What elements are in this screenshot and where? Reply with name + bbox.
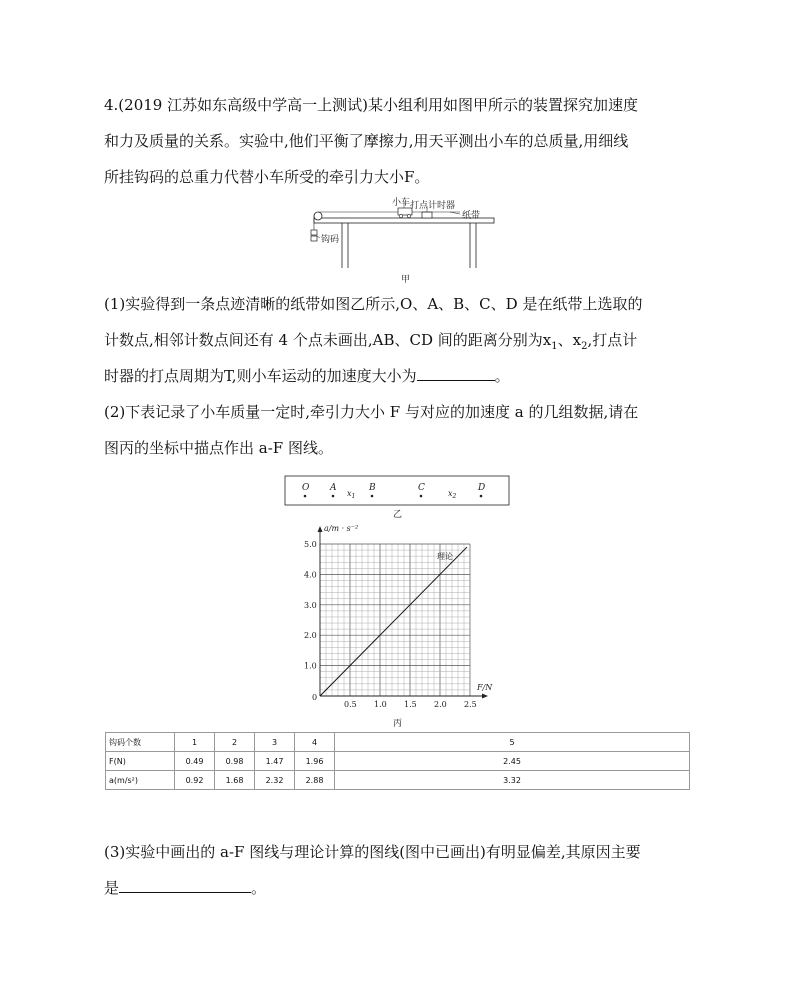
tape-dot-b	[371, 495, 374, 498]
series-annotation-theory: 理论	[437, 552, 453, 562]
figure-bing-chart	[290, 522, 500, 732]
table-row	[106, 733, 690, 752]
cart-wheel	[407, 214, 410, 217]
tape-strip	[285, 476, 509, 505]
x-tick-label: 1.0	[374, 700, 387, 709]
tape-dot-a	[332, 495, 335, 498]
table-row	[106, 752, 690, 771]
x-tick-label: 2.5	[464, 700, 477, 709]
label-car: 小车	[392, 198, 411, 208]
x-tick-label: 1.5	[404, 700, 417, 709]
caption-jia: 甲	[401, 275, 411, 285]
table-cell: 2.88	[295, 771, 335, 790]
table-cell: 4	[295, 733, 335, 752]
tape-dot-c	[420, 495, 423, 498]
x-axis-arrow	[482, 694, 488, 699]
table-row-header: a(m/s²)	[106, 771, 175, 790]
tape-label-x2: $x_2$	[448, 489, 457, 500]
caption-bing: 丙	[393, 719, 403, 729]
label-tape: 纸带	[462, 211, 481, 221]
table-cell: 1.68	[215, 771, 255, 790]
table-row-header: 钩码个数	[106, 733, 175, 752]
x-tick-label: 2.0	[434, 700, 447, 709]
table-cell: 2.32	[255, 771, 295, 790]
part1-line-3: 时器的打点周期为T,则小车运动的加速度大小为 。	[104, 367, 510, 385]
answer-blank-1[interactable]	[417, 366, 495, 381]
series-line-theory	[320, 547, 467, 696]
y-tick-label: 3.0	[304, 600, 317, 610]
tape-label-x1: $x_1$	[347, 489, 356, 500]
table-row-header: F(N)	[106, 752, 175, 771]
part2-line-1: (2)下表记录了小车质量一定时,牵引力大小 F 与对应的加速度 a 的几组数据,请在	[104, 403, 639, 421]
y-tick-label: 1.0	[304, 661, 317, 671]
table-cell: 3.32	[335, 771, 690, 790]
table-cell: 0.98	[215, 752, 255, 771]
figure-yi-tape	[283, 474, 513, 520]
hanging-weight	[311, 236, 317, 241]
label-timer: 打点计时器	[410, 201, 456, 211]
table-row	[106, 771, 690, 790]
figure-jia-apparatus	[300, 196, 510, 286]
tape-dot-d	[480, 495, 483, 498]
table-cell: 5	[335, 733, 690, 752]
table-cell: 0.49	[175, 752, 215, 771]
x-tick-label: 0.5	[344, 700, 357, 709]
table-cell: 3	[255, 733, 295, 752]
pulley	[314, 212, 322, 220]
tape-label-a: A	[330, 483, 337, 493]
data-table	[105, 732, 690, 790]
label-weight: 钩码	[321, 235, 340, 245]
tape-dot-o	[304, 495, 307, 498]
tape-label-o: O	[302, 483, 310, 493]
table-cell: 2	[215, 733, 255, 752]
timer	[422, 212, 432, 218]
question-line-2: 和力及质量的关系。实验中,他们平衡了摩擦力,用天平测出小车的总质量,用细线	[104, 132, 629, 150]
y-axis-label: a/m · s⁻²	[324, 524, 359, 533]
answer-blank-2[interactable]	[119, 878, 251, 893]
part3-line-2: 是 。	[104, 879, 267, 897]
table-cell: 2.45	[335, 752, 690, 771]
caption-yi: 乙	[393, 510, 403, 520]
tape-label-d: D	[478, 483, 486, 493]
y-tick-label: 5.0	[304, 540, 317, 549]
part1-line-1: (1)实验得到一条点迹清晰的纸带如图乙所示,O、A、B、C、D 是在纸带上选取的	[104, 295, 643, 313]
table-cell: 0.92	[175, 771, 215, 790]
y-axis-arrow	[318, 526, 323, 532]
origin-label: 0	[312, 693, 318, 702]
tape-label-b: B	[369, 483, 376, 493]
y-tick-label: 4.0	[304, 570, 317, 580]
cart-wheel	[399, 214, 402, 217]
hanging-weight	[311, 230, 317, 235]
table-cell: 1.47	[255, 752, 295, 771]
tape-label-c: C	[418, 483, 425, 493]
question-line-3: 所挂钩码的总重力代替小车所受的牵引力大小F。	[104, 168, 430, 186]
question-line-1: 4.(2019 江苏如东高级中学高一上测试)某小组利用如图甲所示的装置探究加速度	[104, 96, 638, 114]
part2-line-2: 图丙的坐标中描点作出 a-F 图线。	[104, 439, 333, 457]
x-axis-label: F/N	[477, 683, 493, 692]
y-tick-label: 2.0	[304, 631, 317, 641]
part3-line-1: (3)实验中画出的 a-F 图线与理论计算的图线(图中已画出)有明显偏差,其原因主要	[104, 843, 641, 861]
part1-line-2: 计数点,相邻计数点间还有 4 个点未画出,AB、CD 间的距离分别为$x_1$、$x_2$,打点计	[104, 331, 638, 352]
table-cell: 1.96	[295, 752, 335, 771]
table-cell: 1	[175, 733, 215, 752]
